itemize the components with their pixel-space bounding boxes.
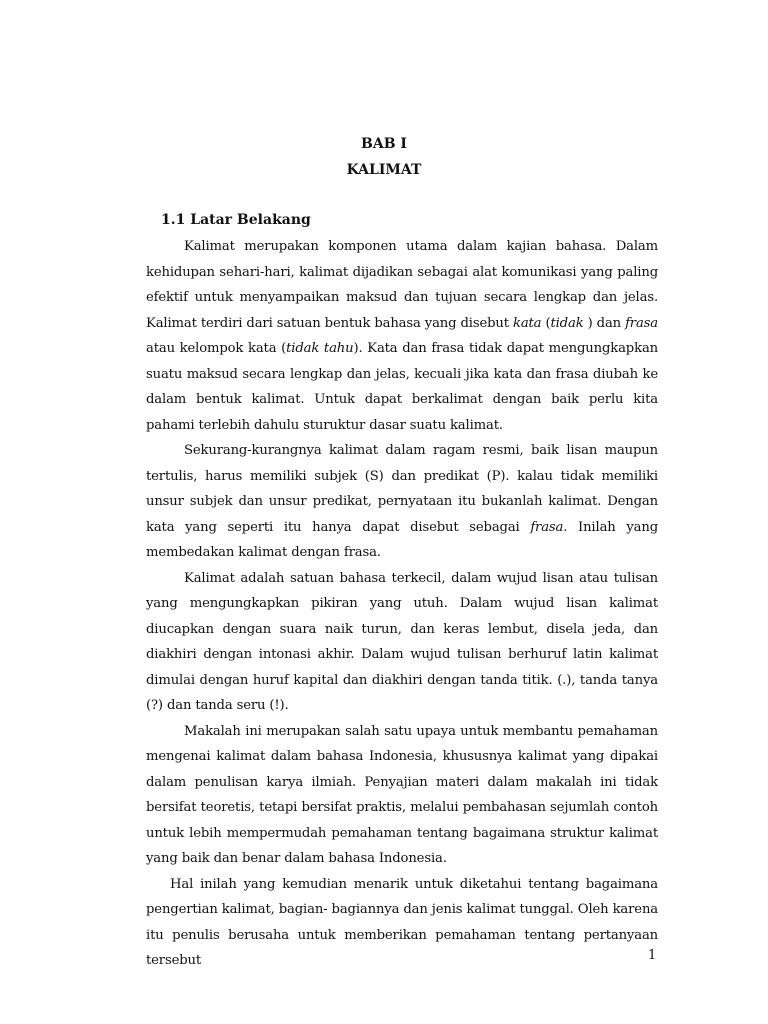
chapter-title: KALIMAT bbox=[346, 162, 422, 178]
paragraph-3: Kalimat adalah satuan bahasa terkecil, dalam wujud lisan atau tulisan yang mengungkapkan pikiran yang utuh. Dalam wujud lisan kalimat diucapkan dengan suara naik turun, dan keras lembut, disela jeda, dan diakhiri dengan intonasi akhir. Dalam wujud tulisan berhuruf latin kalimat dimulai dengan huruf kapital dan diakhiri dengan tanda titik. (.), tanda tanya (?) dan tanda seru (!). bbox=[146, 570, 658, 713]
chapter-label: BAB I bbox=[361, 136, 407, 152]
term-frasa: frasa bbox=[625, 315, 658, 331]
paragraph-1: Kalimat merupakan komponen utama dalam kajian bahasa. Dalam kehidupan sehari-hari, kalimat dijadikan sebagai alat komunikasi yang paling efektif untuk menyampaikan maksud dan tujuan secara lengkap dan jelas. Kalimat terdiri dari satuan bentuk bahasa yang disebut kata (tidak ) dan frasa atau kelompok kata (tidak tahu). Kata dan frasa tidak dapat mengungkapkan suatu maksud secara lengkap dan jelas, kecuali jika kata dan frasa diubah ke dalam bentuk kalimat. Untuk dapat berkalimat dengan baik perlu kita pahami terlebih dahulu sturuktur dasar suatu kalimat. bbox=[146, 239, 658, 433]
body-text bbox=[146, 234, 658, 974]
term-frasa: frasa bbox=[530, 519, 564, 535]
term-tidak: tidak bbox=[550, 315, 584, 331]
paragraph-2: Sekurang-kurangnya kalimat dalam ragam resmi, baik lisan maupun tertulis, harus memiliki subjek (S) dan predikat (P). kalau tidak memiliki unsur subjek dan unsur predikat, pernyataan itu bukanlah kalimat. Dengan kata yang seperti itu hanya dapat disebut sebagai frasa. Inilah yang membedakan kalimat dengan frasa. bbox=[146, 443, 658, 560]
term-kata: kata bbox=[512, 315, 542, 331]
paragraph-4: Makalah ini merupakan salah satu upaya untuk membantu pemahaman mengenai kalimat dalam bahasa Indonesia, khususnya kalimat yang dipakai dalam penulisan karya ilmiah. Penyajian materi dalam makalah ini tidak bersifat teoretis, tetapi bersifat praktis, melalui pembahasan sejumlah contoh untuk lebih mempermudah pemahaman tentang bagaimana struktur kalimat yang baik dan benar dalam bahasa Indonesia. bbox=[146, 723, 658, 866]
page-number: 1 bbox=[648, 948, 657, 963]
paragraph-5: Hal inilah yang kemudian menarik untuk diketahui tentang bagaimana pengertian kalimat, bagian- bagiannya dan jenis kalimat tunggal. Oleh karena itu penulis berusaha untuk memberikan pemahaman tentang pertanyaan tersebut bbox=[146, 876, 658, 968]
term-tidak-tahu: tidak tahu bbox=[286, 341, 354, 356]
section-heading: 1.1 Latar Belakang bbox=[161, 212, 311, 228]
